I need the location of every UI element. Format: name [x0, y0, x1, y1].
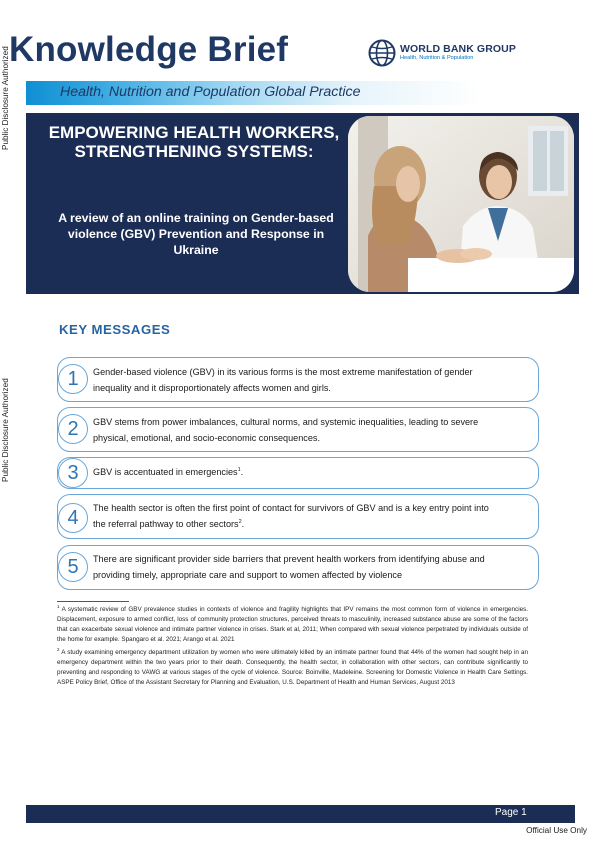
hero-title: EMPOWERING HEALTH WORKERS, STRENGTHENING SYSTEMS: — [48, 123, 340, 161]
key-message-number-4: 4 — [58, 503, 88, 533]
key-message-number-2: 2 — [58, 414, 88, 444]
key-message-text-3 — [93, 464, 498, 480]
page-title: Knowledge Brief — [9, 30, 289, 69]
page-number: Page 1 — [495, 807, 527, 818]
key-message-number-1: 1 — [58, 364, 88, 394]
globe-icon — [368, 39, 396, 67]
logo-wordmark: WORLD BANK GROUP — [400, 42, 516, 55]
footnote-2 — [57, 648, 528, 688]
consultation-photo-illustration — [348, 116, 574, 292]
world-bank-logo — [368, 38, 516, 68]
footer-bar — [26, 805, 575, 823]
footnote-divider — [57, 601, 129, 602]
footnote-2-text: A study examining emergency department utilization by women who were ultimately killed by an intimate partner found that 44% of the women had sought help in an emergency department within the two years prior to their death. Consequently, the health sector, in collaboration with other sectors, can contribute significantly to preventing and responding to VAWG at various stages of the cycle of violence. Source: Boinville, Madeleine. Screening for Domestic Violence in Health Care Settings. ASPE Policy Brief, Office of the Assistant Secretary for Planning and Evaluation, U.S. Department of Health and Human Services, August 2013 — [57, 649, 529, 686]
footnote-1 — [57, 605, 528, 645]
hero-subtitle: A review of an online training on Gender-based violence (GBV) Prevention and Response in Ukraine — [58, 211, 334, 257]
footnote-2-marker: 2 — [57, 646, 60, 652]
footnote-ref-2: 2 — [238, 518, 242, 525]
key-message-text-3-end: . — [240, 467, 244, 477]
key-message-text-1: Gender-based violence (GBV) in its various forms is the most extreme manifestation of gender inequality and it disproportionately affects women and girls. — [93, 367, 473, 393]
classification-label: Official Use Only — [526, 826, 587, 835]
key-message-number-3: 3 — [58, 458, 88, 488]
disclosure-label-top: Public Disclosure Authorized — [1, 46, 10, 150]
key-message-text-5: There are significant provider side barriers that prevent health workers from identifying abuse and providing timely, appropriate care and support to women affected by violence — [93, 554, 485, 580]
key-message-text-4-end: . — [241, 519, 245, 529]
footnote-1-marker: 1 — [57, 603, 60, 609]
key-message-text-4 — [93, 500, 498, 532]
practice-subtitle: Health, Nutrition and Population Global Practice — [60, 84, 361, 100]
key-message-number-5: 5 — [58, 552, 88, 582]
key-message-text-2: GBV stems from power imbalances, cultural norms, and systemic inequalities, leading to severe physical, emotional, and socio-economic consequences. — [93, 417, 479, 443]
footnote-ref-1: 1 — [237, 466, 241, 473]
key-message-text-4-body: The health sector is often the first point of contact for survivors of GBV and is a key entry point into the referral pathway to other sectors — [93, 503, 489, 529]
disclosure-label-middle: Public Disclosure Authorized — [1, 378, 10, 482]
logo-practice: Health, Nutrition & Population — [400, 55, 474, 62]
hero-photo — [348, 116, 574, 292]
footnote-1-text: A systematic review of GBV prevalence studies in contexts of violence and fragility highlights that IPV remains the most common form of violence in emergencies. Displacement, exposure to armed conflict, loss of community protection structures, perceived threats to masculinity, increased substance abuse are some of the factors that can exacerbate sexual violence and intimate partner violence in crises. Stark et al, 2011; When compared with sexual violence perpetrated by individuals outside of the home for example. Spangaro et al. 2021; Arango et al. 2021 — [57, 606, 529, 643]
key-messages-heading: KEY MESSAGES — [59, 322, 171, 337]
key-message-text-3-body: GBV is accentuated in emergencies — [93, 467, 238, 477]
